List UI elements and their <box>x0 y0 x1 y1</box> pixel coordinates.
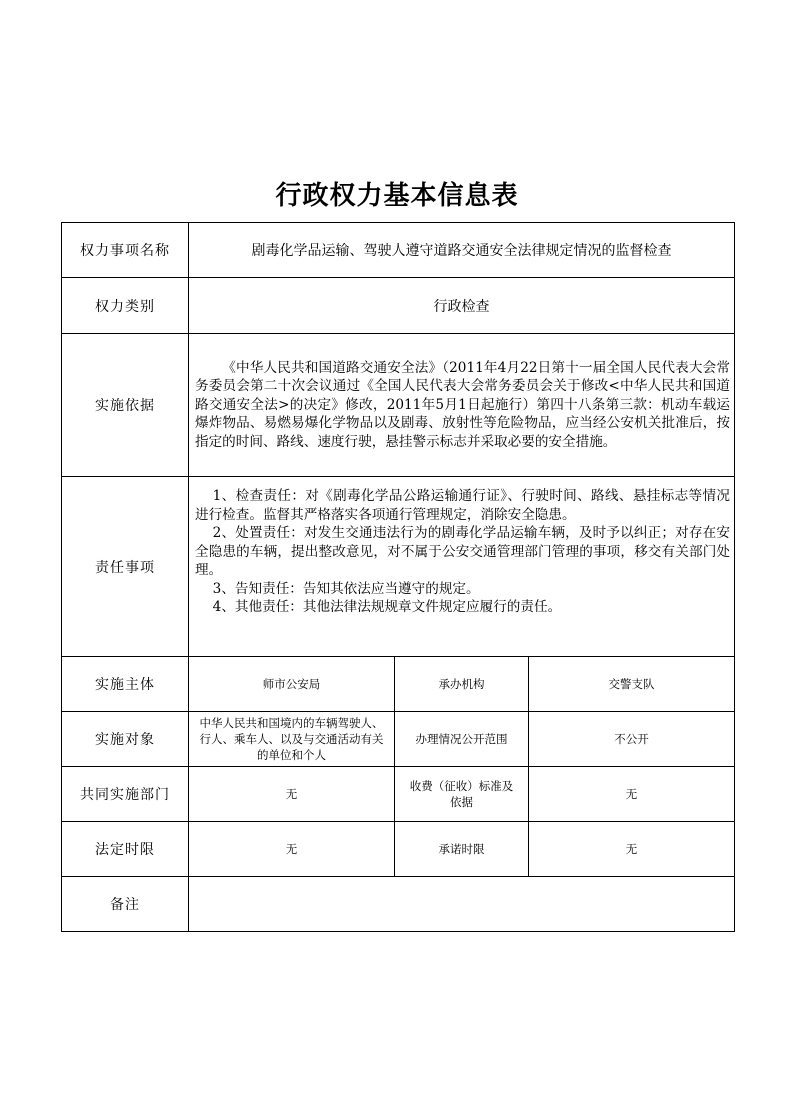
row-target <box>62 712 735 767</box>
row-power-name <box>62 223 735 278</box>
info-table <box>61 222 735 932</box>
target-label: 实施对象 <box>62 712 189 767</box>
duty-item-2: 2、处置责任：对发生交通违法行为的剧毒化学品运输车辆，及时予以纠正；对存在安全隐患的车辆，提出整改意见，对不属于公安交通管理部门管理的事项，移交有关部门处理。 <box>195 525 731 578</box>
power-name-value: 剧毒化学品运输、驾驶人遵守道路交通安全法律规定情况的监督检查 <box>189 223 735 278</box>
handling-agency-value: 交警支队 <box>529 657 735 712</box>
power-name-label: 权力事项名称 <box>62 223 189 278</box>
power-category-value: 行政检查 <box>189 278 735 334</box>
target-value: 中华人民共和国境内的车辆驾驶人、行人、乘车人、以及与交通活动有关的单位和个人 <box>189 712 395 767</box>
row-subject <box>62 657 735 712</box>
disclosure-scope-value: 不公开 <box>529 712 735 767</box>
legal-time-limit-value: 无 <box>189 822 395 877</box>
row-duties <box>62 477 735 657</box>
power-category-label: 权力类别 <box>62 278 189 334</box>
row-power-category <box>62 278 735 334</box>
duty-item-1: 1、检查责任：对《剧毒化学品公路运输通行证》、行驶时间、路线、悬挂标志等情况进行检查。监督其严格落实各项通行管理规定，消除安全隐患。 <box>195 488 731 523</box>
fee-standard-value: 无 <box>529 767 735 822</box>
row-basis <box>62 334 735 477</box>
row-remarks <box>62 877 735 932</box>
duty-item-3: 3、告知责任：告知其依法应当遵守的规定。 <box>212 580 480 597</box>
joint-dept-label: 共同实施部门 <box>62 767 189 822</box>
legal-time-limit-label: 法定时限 <box>62 822 189 877</box>
duties-cell <box>189 477 735 657</box>
remarks-value <box>189 877 735 932</box>
subject-label: 实施主体 <box>62 657 189 712</box>
joint-dept-value: 无 <box>189 767 395 822</box>
basis-cell <box>189 334 735 477</box>
page-title: 行政权力基本信息表 <box>275 181 519 211</box>
disclosure-scope-label: 办理情况公开范围 <box>395 712 529 767</box>
row-joint <box>62 767 735 822</box>
row-time-limit <box>62 822 735 877</box>
handling-agency-label: 承办机构 <box>395 657 529 712</box>
subject-value: 师市公安局 <box>189 657 395 712</box>
basis-text: 《中华人民共和国道路交通安全法》（2011年4月22日第十一届全国人民代表大会常务委员会第二十次会议通过《全国人民代表大会常务委员会关于修改<中华人民共和国道路交通安全法>的决定》修改，2011年5月1日起施行）第四十八条第三款：机动车载运爆炸物品、易燃易爆化学物品以及剧毒、放射性等危险物品，应当经公安机关批准后，按指定的时间、路线、速度行驶，悬挂警示标志并采取必要的安全措施。 <box>195 359 731 450</box>
remarks-label: 备注 <box>62 877 189 932</box>
duties-label: 责任事项 <box>62 477 189 657</box>
promised-time-limit-label: 承诺时限 <box>395 822 529 877</box>
promised-time-limit-value: 无 <box>529 822 735 877</box>
duty-item-4: 4、其他责任：其他法律法规规章文件规定应履行的责任。 <box>212 599 562 615</box>
fee-standard-label: 收费（征收）标准及依据 <box>395 767 529 822</box>
basis-label: 实施依据 <box>62 334 189 477</box>
